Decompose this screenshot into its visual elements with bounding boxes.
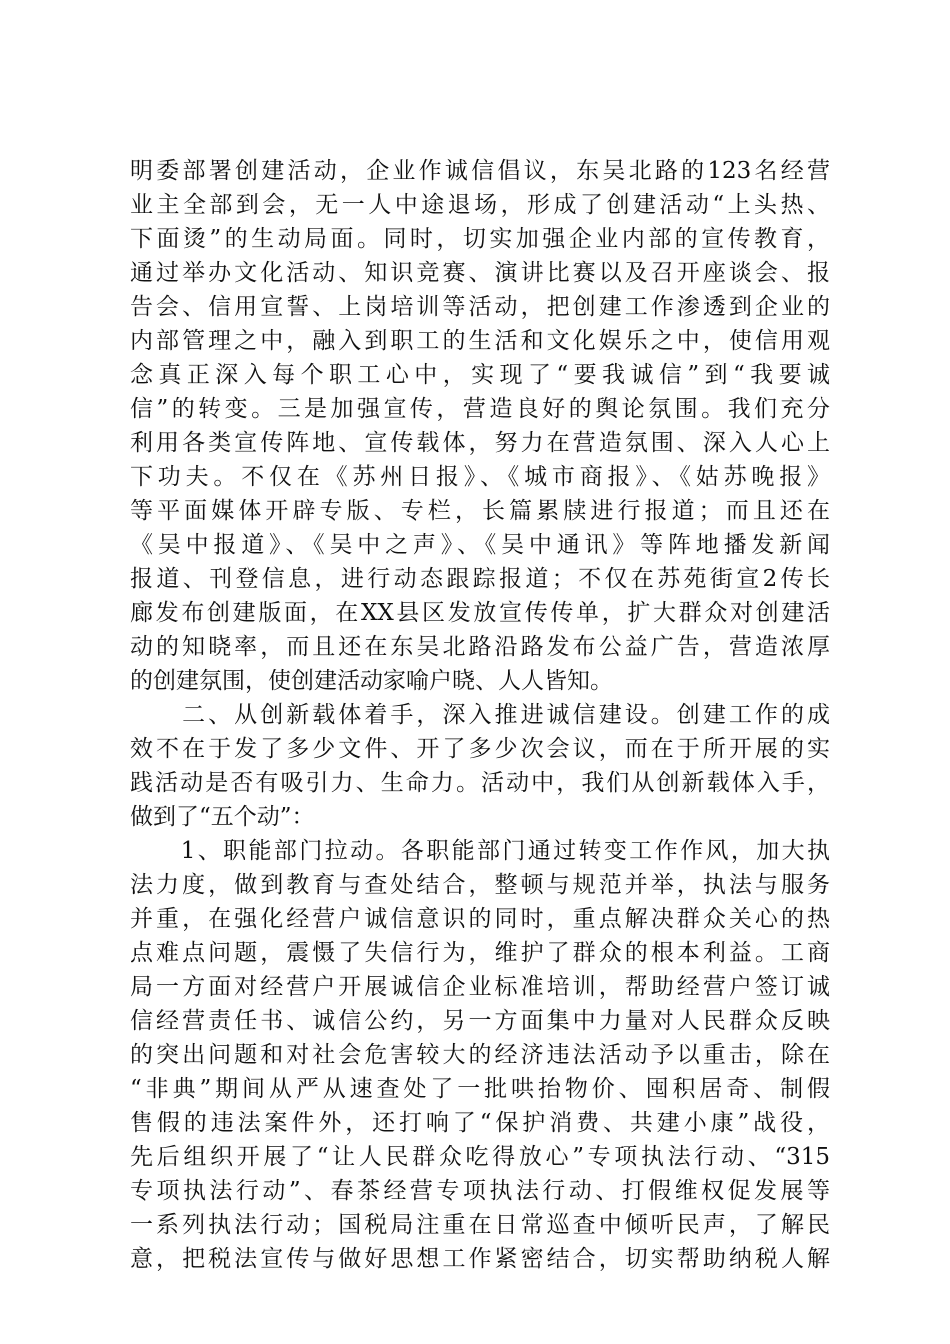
text-line: 信经营责任书、诚信公约，另一方面集中力量对人民群众反映 — [130, 1008, 830, 1034]
text-line: 动的知晓率，而且还在东吴北路沿路发布公益广告，营造浓厚 — [130, 634, 830, 660]
text-line: 意，把税法宣传与做好思想工作紧密结合，切实帮助纳税人解 — [130, 1246, 830, 1272]
text-line: 告会、信用宣誓、上岗培训等活动，把创建工作渗透到企业的 — [130, 294, 830, 320]
text-line: 下功夫。不仅在《苏州日报》、《城市商报》、《姑苏晚报》 — [130, 464, 830, 490]
text-line: 一系列执法行动；国税局注重在日常巡查中倾听民声，了解民 — [130, 1212, 830, 1238]
text-line: 并重，在强化经营户诚信意识的同时，重点解决群众关心的热 — [130, 906, 830, 932]
text-line: 点难点问题，震慑了失信行为，维护了群众的根本利益。工商 — [130, 940, 830, 966]
text-line: 法力度，做到教育与查处结合，整顿与规范并举，执法与服务 — [130, 872, 830, 898]
text-line: 业主全部到会，无一人中途退场，形成了创建活动“上头热、 — [130, 192, 830, 218]
text-line: 《吴中报道》、《吴中之声》、《吴中通讯》等阵地播发新闻 — [130, 532, 830, 558]
text-line: 内部管理之中，融入到职工的生活和文化娱乐之中，使信用观 — [130, 328, 830, 354]
text-line: 二、从创新载体着手，深入推进诚信建设。创建工作的成 — [130, 702, 830, 728]
text-line: 等平面媒体开辟专版、专栏，长篇累牍进行报道；而且还在 — [130, 498, 830, 524]
text-line: 念真正深入每个职工心中，实现了“要我诚信”到“我要诚 — [130, 362, 830, 388]
text-line: 利用各类宣传阵地、宣传载体，努力在营造氛围、深入人心上 — [130, 430, 830, 456]
text-line: 报道、刊登信息，进行动态跟踪报道；不仅在苏苑街宣2传长 — [130, 566, 830, 592]
text-line: 明委部署创建活动，企业作诚信倡议，东吴北路的123名经营 — [130, 158, 830, 184]
text-line: 的创建氛围，使创建活动家喻户晓、人人皆知。 — [130, 668, 613, 694]
text-line: 廊发布创建版面，在XX县区发放宣传传单，扩大群众对创建活 — [130, 600, 830, 626]
text-line: 的突出问题和对社会危害较大的经济违法活动予以重击，除在 — [130, 1042, 830, 1068]
text-line: 售假的违法案件外，还打响了“保护消费、共建小康”战役， — [130, 1110, 830, 1136]
text-line: 效不在于发了多少文件、开了多少次会议，而在于所开展的实 — [130, 736, 830, 762]
text-line: 专项执法行动”、春茶经营专项执法行动、打假维权促发展等 — [130, 1178, 830, 1204]
text-line: 通过举办文化活动、知识竞赛、演讲比赛以及召开座谈会、报 — [130, 260, 830, 286]
text-line: 下面烫”的生动局面。同时，切实加强企业内部的宣传教育， — [130, 226, 830, 252]
text-line: 1、职能部门拉动。各职能部门通过转变工作作风，加大执 — [130, 838, 830, 864]
text-line: “非典”期间从严从速查处了一批哄抬物价、囤积居奇、制假 — [130, 1076, 830, 1102]
text-line: 先后组织开展了“让人民群众吃得放心”专项执法行动、“315 — [130, 1144, 830, 1170]
text-line: 做到了“五个动”： — [130, 804, 315, 830]
document-body — [130, 154, 830, 1276]
text-line: 践活动是否有吸引力、生命力。活动中，我们从创新载体入手， — [130, 770, 830, 796]
text-line: 信”的转变。三是加强宣传，营造良好的舆论氛围。我们充分 — [130, 396, 830, 422]
text-line: 局一方面对经营户开展诚信企业标准培训，帮助经营户签订诚 — [130, 974, 830, 1000]
